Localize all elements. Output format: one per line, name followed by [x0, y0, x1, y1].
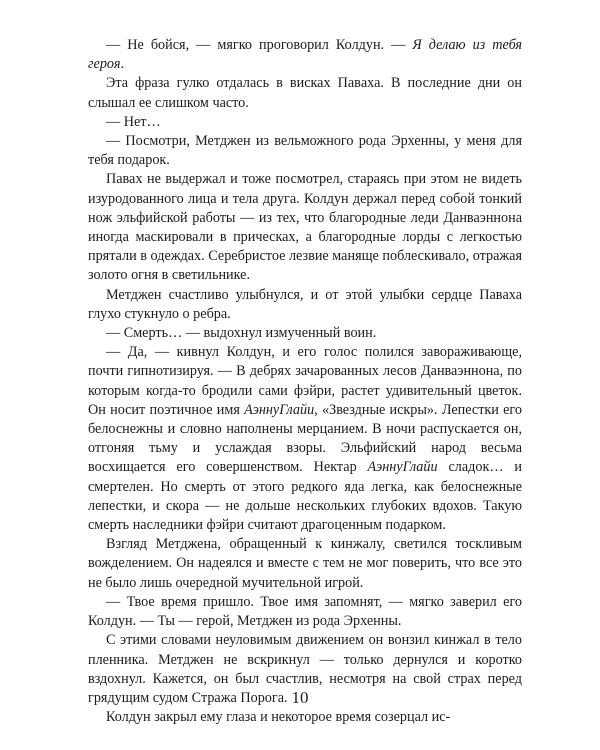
italic-text: АэннуГлайи — [244, 401, 315, 418]
text-segment: Взгляд Метджена, обращенный к кинжалу, светился тоскливым вожделением. Он надеялся и вместе с тем не мог поверить, что все это не было лишь очередной мучительной игрой. — [88, 536, 522, 591]
text-segment: Павах не выдержал и тоже посмотрел, стараясь при этом не видеть изуродованного лица и тела друга. Колдун держал перед собой тонкий нож эльфийской работы — из тех, что благородные леди Данваэннона иногда маскировали в прическах, а благородные лорды с легкостью прятали в одеждах. Серебристое лезвие маняще поблескивало, отражая золото огня в светильнике. — [88, 171, 522, 284]
text-segment: — Посмотри, Метджен из вельможного рода Эрхенны, у меня для тебя подарок. — [88, 133, 522, 169]
body-text — [88, 36, 522, 727]
italic-text: Я делаю из тебя героя — [88, 37, 523, 73]
text-segment: — Нет… — [106, 113, 161, 130]
text-segment: — Твое время пришло. Твое имя запомнят, — мягко заверил его Колдун. — Ты — герой, Метджен из рода Эрхенны. — [88, 593, 522, 630]
text-segment: , «Звездные искры». Лепестки его белоснежны и словно наполнены мерцанием. В ночи распускается он, отгоняя тьму и услаждая взоры. Эльфийский народ весьма восхищается его совершенством. Нектар — [88, 401, 522, 476]
paragraph — [88, 74, 522, 112]
page-number: 10 — [291, 688, 309, 707]
text-segment: С этими словами неуловимым движением он вонзил кинжал в тело пленника. Метджен не вскрикнул — только дернулся и коротко вздохнул. Кажется, он был счастлив, несмотря на свой страх перед грядущим судом Стража Порога. — [88, 632, 522, 706]
text-segment: сладок… и смертелен. Но смерть от этого редкого яда легка, как белоснежные лепестки, и скора — не дольше нескольких глубоких вдохов. Такую смерть наследники фэйри считают драгоценным подарком. — [88, 459, 522, 534]
paragraph — [88, 343, 522, 535]
paragraph — [88, 170, 522, 285]
paragraph — [88, 708, 522, 727]
paragraph — [88, 286, 522, 324]
text-segment: Колдун закрыл ему глаза и некоторое время созерцал ис- — [106, 709, 451, 726]
paragraph — [88, 132, 522, 170]
paragraph — [88, 324, 522, 343]
text-segment: — Да, — кивнул Колдун, и его голос полился завораживающе, почти гипнотизируя. — В дебрях зачарованных лесов Данваэннона, по которым когда-то бродили сами фэйри, растет удивительный цветок. Он носит поэтичное имя — [88, 344, 522, 418]
paragraph — [88, 36, 522, 74]
text-segment: Метджен счастливо улыбнулся, и от этой улыбки сердце Павaха глухо стукнуло о ребра. — [88, 286, 522, 322]
paragraph — [88, 593, 522, 631]
text-segment: — Не бойся, — мягко проговорил Колдун. — — [106, 37, 413, 53]
text-segment: — Смерть… — выдохнул измученный воин. — [106, 325, 377, 342]
italic-text: АэннуГлайи — [367, 459, 438, 476]
text-segment: Эта фраза гулко отдалась в висках Павaха. В последние дни он слышал ее слишком часто. — [88, 75, 522, 111]
paragraph — [88, 113, 522, 132]
paragraph — [88, 535, 522, 593]
text-segment: . — [120, 56, 124, 73]
